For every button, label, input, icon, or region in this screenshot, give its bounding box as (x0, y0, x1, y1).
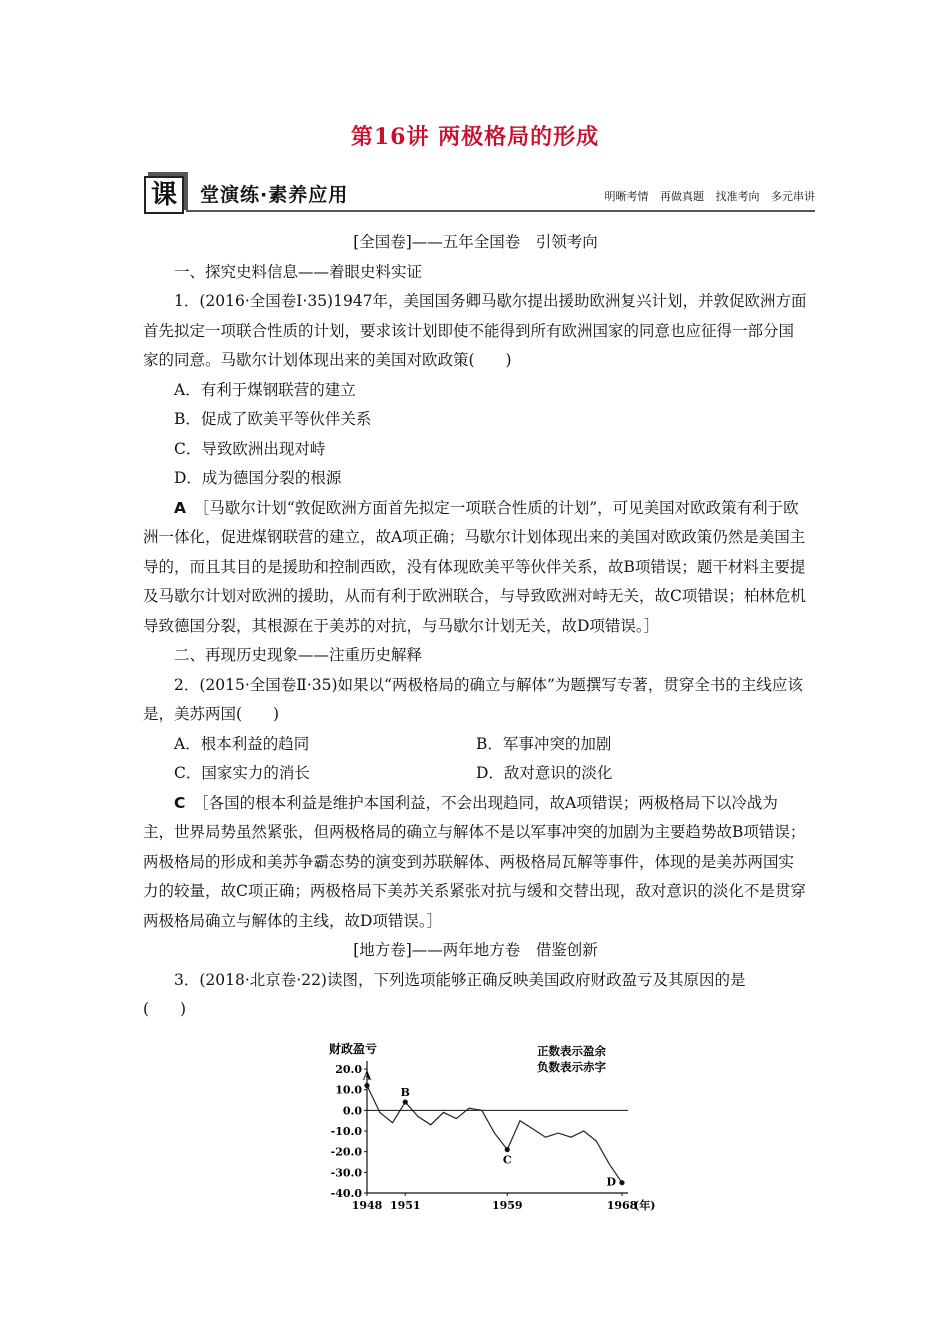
banner-box-char: 课 (144, 176, 184, 214)
q1-option-d: D．成为德国分裂的根源 (174, 469, 342, 487)
q1-option-c: C．导致欧洲出现对峙 (174, 439, 326, 458)
y-tick-label: 10.0 (335, 1083, 362, 1097)
data-point (619, 1180, 624, 1185)
banner-tags: 明晰考情 再做真题 找准考向 多元串讲 (604, 190, 815, 203)
q2-options-row-1 (143, 730, 808, 760)
data-point (403, 1099, 408, 1104)
y-tick-label: 0.0 (342, 1103, 362, 1117)
point-label: B (400, 1085, 410, 1099)
section-banner (140, 170, 815, 214)
q2-stem: 2．(2015·全国卷Ⅱ·35)如果以“两极格局的确立与解体”为题撰写专著，贯穿全书的主线应该是，美苏两国( ) (143, 675, 803, 723)
legend-note: 负数表示赤字 (537, 1059, 606, 1074)
fiscal-chart (327, 1037, 667, 1227)
point-label: A (362, 1069, 372, 1083)
q2-answer: C (174, 793, 186, 812)
x-axis-label: (年) (634, 1198, 656, 1212)
q2-option-b: B．军事冲突的加剧 (476, 734, 612, 753)
q1-option-b: B．促成了欧美平等伙伴关系 (174, 410, 372, 428)
main-content (143, 228, 808, 1227)
q2-options-row-2 (143, 759, 808, 789)
section-local-heading: [地方卷]——两年地方卷 借鉴创新 (353, 941, 598, 959)
y-axis-label: 财政盈亏 (329, 1041, 378, 1056)
part1-heading: 一、探究史料信息——着眼史料实证 (174, 262, 423, 281)
data-point (364, 1082, 369, 1087)
x-tick-label: 1968 (606, 1198, 638, 1212)
q2-option-c: C．国家实力的消长 (174, 764, 310, 782)
part2-heading: 二、再现历史现象——注重历史解释 (174, 646, 423, 664)
q1-option-a: A．有利于煤钢联营的建立 (174, 380, 356, 399)
q2-explanation: ［各国的根本利益是维护本国利益，不会出现趋同，故A项错误；两极格局下以冷战为主，世界局势虽然紧张，但两极格局的确立与解体不是以军事冲突的加剧为主要趋势故B项错误；两极格局的形成和美苏争霸态势的演变到苏联解体、两极格局瓦解等事件，体现的是美苏两国实力的较量，故C项正确；两极格局下美苏关系紧张对抗与缓和交替出现，敌对意识的淡化不是贯穿两极格局确立与解体的主线，故D项错误。］ (143, 793, 806, 930)
q3-paren: ( ) (143, 1000, 187, 1018)
q1-stem: 1．(2016·全国卷Ⅰ·35)1947年，美国国务卿马歇尔提出援助欧洲复兴计划，并敦促欧洲方面首先拟定一项联合性质的计划，要求该计划即使不能得到所有欧洲国家的同意也应征得一部分国家的同意。马歇尔计划体现出来的美国对欧政策( ) (143, 292, 807, 369)
x-tick-label: 1959 (491, 1198, 523, 1212)
q1-answer: A (174, 498, 186, 517)
q2-option-d: D．敌对意识的淡化 (476, 764, 613, 782)
x-tick-label: 1948 (351, 1198, 383, 1212)
legend-note: 正数表示盈余 (537, 1043, 606, 1058)
x-tick-label: 1951 (389, 1198, 421, 1212)
y-tick-label: 20.0 (335, 1062, 362, 1076)
point-label: C (502, 1153, 512, 1167)
fiscal-chart-svg (327, 1037, 667, 1227)
point-label: D (606, 1175, 616, 1189)
y-tick-label: -20.0 (330, 1145, 362, 1159)
q2-answer-block (143, 789, 808, 937)
q1-explanation: ［马歇尔计划“敦促欧洲方面首先拟定一项联合性质的计划”，可见美国对欧政策有利于欧洲一体化，促进煤钢联营的建立，故A项正确；马歇尔计划体现出来的美国对欧政策仍然是美国主导的，而且其目的是援助和控制西欧，没有体现欧美平等伙伴关系，故B项错误；题干材料主要提及马歇尔计划对欧洲的援助，从而有利于欧洲联合，与导致欧洲对峙无关，故C项错误；柏林危机导致德国分裂，其根源在于美苏的对抗，与马歇尔计划无关，故D项错误。］ (143, 498, 806, 635)
y-tick-label: -40.0 (330, 1186, 362, 1200)
page-title: 第16讲 两极格局的形成 (350, 124, 600, 150)
q2-option-a: A．根本利益的趋同 (174, 734, 310, 753)
q1-answer-block (143, 494, 808, 642)
banner-rule (186, 210, 815, 212)
data-point (505, 1147, 510, 1152)
section-national-heading: [全国卷]——五年全国卷 引领考向 (353, 233, 598, 251)
y-tick-label: -10.0 (330, 1124, 362, 1138)
banner-main-text: 堂演练·素养应用 (200, 184, 349, 206)
y-tick-label: -30.0 (330, 1165, 362, 1179)
q3-stem: 3．(2018·北京卷·22)读图，下列选项能够正确反映美国政府财政盈亏及其原因的是 (174, 970, 746, 989)
